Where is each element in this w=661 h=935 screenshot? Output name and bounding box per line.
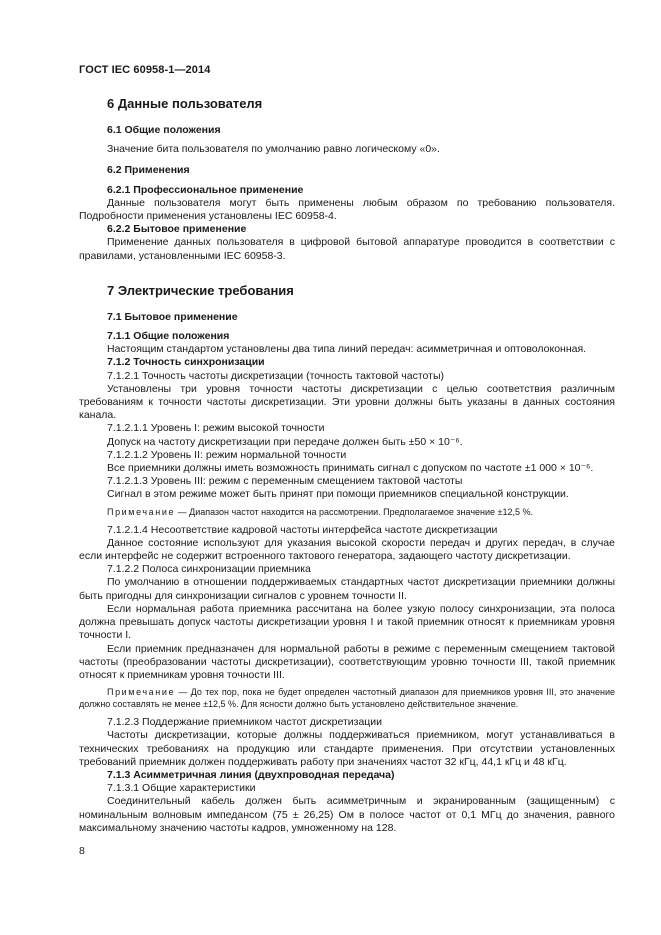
section-6-title: 6 Данные пользователя: [107, 96, 263, 111]
section-7-1-2-3-text: Частоты дискретизации, которые должны поддерживаться приемником, могут устанавливаться в технических требованиях на продукцию или стандарте применения. При отсутствии установленных требований приемник должен поддерживать работу при значениях частот 32 кГц, 44,1 кГц и 48 кГц.: [79, 729, 615, 768]
section-7-1-2-1-3-title: 7.1.2.1.3 Уровень III: режим с переменным смещением тактовой частоты: [107, 475, 463, 488]
section-7-1-3-1-title: 7.1.3.1 Общие характеристики: [107, 782, 256, 795]
section-7-1-2-1-4-title: 7.1.2.1.4 Несоответствие кадровой частоты интерфейса частоте дискретизации: [107, 523, 498, 536]
section-7-title: 7 Электрические требования: [107, 282, 294, 298]
note-1-text: — Диапазон частот находится на рассмотрении. Предполагаемое значение ±12,5 %.: [175, 506, 533, 517]
page-content: [79, 96, 615, 835]
section-7-1-2-2-title: 7.1.2.2 Полоса синхронизации приемника: [107, 563, 311, 576]
section-7-1-2-1-text: Установлены три уровня точности частоты дискретизации с целью соответствия различным требованиям к точности частоты дискретизации. Эти уровни должны быть указаны в данных состояния канала.: [79, 382, 615, 422]
page-number: 8: [79, 845, 85, 857]
section-7-1-1-title: 7.1.1 Общие положения: [107, 330, 230, 343]
section-6-2-1-text: Данные пользователя могут быть применены любым образом по требованию пользователя. Подробности применения установлены IEC 60958-4.: [79, 196, 615, 223]
note-2: [79, 686, 615, 710]
section-7-1-3-title: 7.1.3 Асимметричная линия (двухпроводная передача): [107, 768, 395, 781]
note-1: [79, 506, 615, 518]
section-6-1-title: 6.1 Общие положения: [107, 124, 221, 136]
section-7-1-1-text: Настоящим стандартом установлены два типа линий передач: асимметричная и оптоволоконная.: [107, 343, 587, 356]
note-2-text: — До тех пор, пока не будет определен частотный диапазон для приемников уровня III, это значение должно составлять не менее ±12,5 %. Для ясности должно быть установлено действительное значение.: [79, 687, 615, 710]
note-2-label: Примечание: [107, 687, 176, 698]
section-7-1-2-1-2-title: 7.1.2.1.2 Уровень II: режим нормальной точности: [107, 448, 347, 461]
standard-header: ГОСТ IEC 60958-1—2014: [79, 64, 211, 76]
section-7-1-2-2-text-3: Если приемник предназначен для нормальной работы в режиме с переменным смещением тактовой частоты (преобразовании частоты дискретизации), соответствующим уровню точности III, такой приемник относят к приемникам уровня точности III.: [79, 642, 615, 681]
section-6-2-1-title: 6.2.1 Профессиональное применение: [107, 183, 304, 196]
section-6-2-2-title: 6.2.2 Бытовое применение: [107, 223, 247, 236]
section-7-1-2-2-text-2: Если нормальная работа приемника рассчитана на более узкую полосу синхронизации, эта полоса должна превышать допуск частоты дискретизации уровня I и такой приемник относят к приемникам уровня точности I.: [79, 602, 615, 642]
note-1-label: Примечание: [107, 506, 176, 517]
section-6-2-title: 6.2 Применения: [107, 164, 190, 177]
section-7-1-2-1-title: 7.1.2.1 Точность частоты дискретизации (точность тактовой частоты): [107, 369, 444, 382]
section-7-1-2-1-4-text: Данное состояние используют для указания высокой скорости передач и других передач, в случае если интерфейс не содержит встроенного тактового генератора, задающего частоту дискретизации.: [79, 536, 615, 563]
section-6-2-2-text: Применение данных пользователя в цифровой бытовой аппаратуре проводится в соответствии с правилами, установленными IEC 60958-3.: [79, 236, 615, 262]
section-7-1-2-1-2-text: Все приемники должны иметь возможность принимать сигнал с допуском по частоте ±1 000 × 10⁻⁶.: [107, 462, 594, 475]
section-7-1-2-1-1-title: 7.1.2.1.1 Уровень I: режим высокой точности: [107, 422, 325, 435]
section-7-1-2-1-3-text: Сигнал в этом режиме может быть принят при помощи приемников специальной конструкции.: [107, 488, 569, 501]
section-7-1-2-title: 7.1.2 Точность синхронизации: [107, 356, 265, 369]
section-7-1-3-1-text: Соединительный кабель должен быть асимметричным и экранированным (защищенным) с номинальным волновым импедансом (75 ± 26,25) Ом в полосе частот от 0,1 МГц до значения, равного максимальному значению частоты кадров, умноженному на 128.: [79, 795, 615, 834]
section-7-1-title: 7.1 Бытовое применение: [107, 310, 238, 323]
section-7-1-2-1-1-text: Допуск на частоту дискретизации при передаче должен быть ±50 × 10⁻⁶.: [107, 435, 463, 448]
section-6-1-text: Значение бита пользователя по умолчанию равно логическому «0».: [107, 143, 440, 156]
section-7-1-2-3-title: 7.1.2.3 Поддержание приемником частот дискретизации: [107, 716, 383, 729]
section-7-1-2-2-text-1: По умолчанию в отношении поддерживаемых стандартных частот дискретизации приемники должны быть пригодны для синхронизации сигналов с уровнем точности II.: [79, 576, 615, 602]
